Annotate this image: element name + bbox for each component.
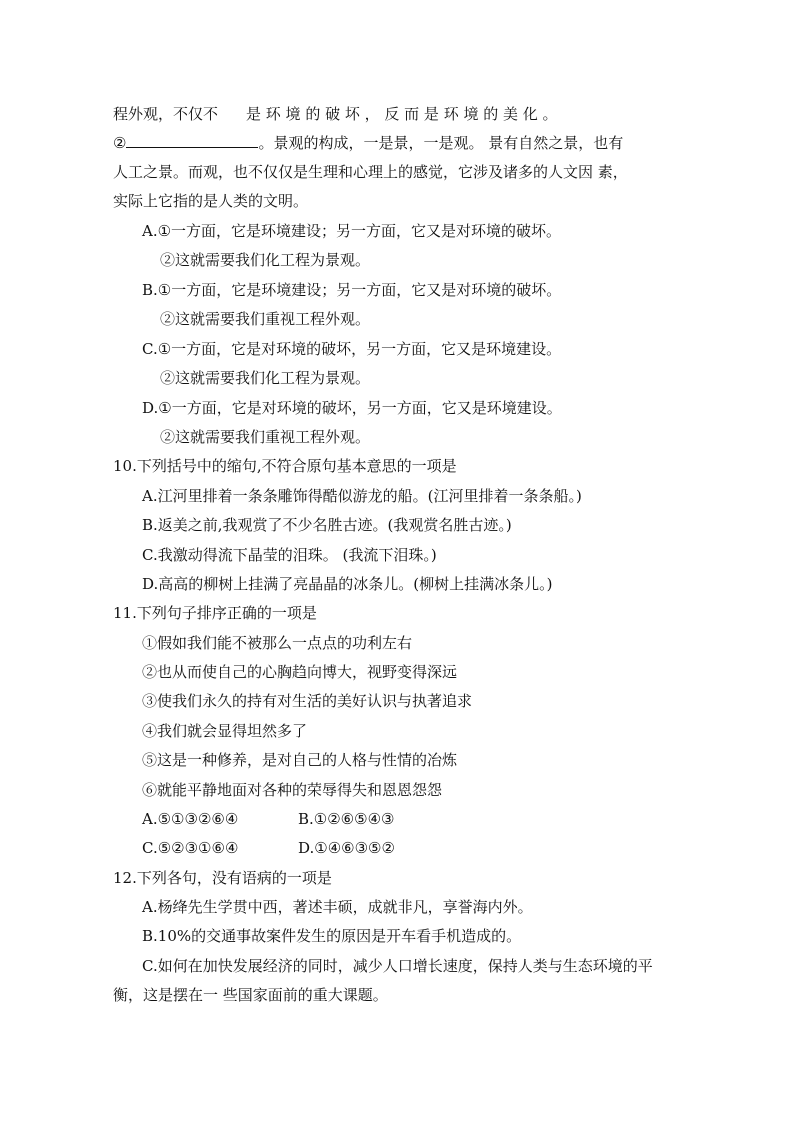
- q10-option-d: D.高高的柳树上挂满了亮晶晶的冰条儿。(柳树上挂满冰条儿。): [142, 575, 553, 593]
- q11-stem: 11.下列句子排序正确的一项是: [113, 604, 317, 622]
- q9-option-b-2: ②这就需要我们重视工程外观。: [160, 310, 371, 328]
- q11-option-d: D.①④⑥③⑤②: [298, 839, 395, 857]
- q10-option-b: B.返美之前,我观赏了不少名胜古迹。(我观赏名胜古迹。): [142, 516, 512, 534]
- q10-stem: 10.下列括号中的缩句,不符合原句基本意思的一项是: [113, 457, 457, 475]
- q12-option-c-1: C.如何在加快发展经济的同时，减少人口增长速度，保持人类与生态环境的平: [142, 957, 653, 975]
- passage-line-3: 人工之景。而观，也不仅仅是生理和心理上的感觉，它涉及诸多的人文因 素，: [113, 163, 628, 181]
- q9-option-c-2: ②这就需要我们化工程为景观。: [160, 369, 371, 387]
- q9-option-b-1: B.①一方面，它是环境建设；另一方面，它又是对环境的破坏。: [142, 281, 562, 299]
- q10-option-a: A.江河里排着一条条雕饰得酷似游龙的船。(江河里排着一条条船。): [142, 487, 582, 505]
- q9-option-a-2: ②这就需要我们化工程为景观。: [160, 251, 371, 269]
- q9-option-c-1: C.①一方面，它是对环境的破坏，另一方面，它又是环境建设。: [142, 340, 562, 358]
- q9-option-d-2: ②这就需要我们重视工程外观。: [160, 428, 371, 446]
- q11-item-3: ③使我们永久的持有对生活的美好认识与执著追求: [142, 692, 473, 710]
- q9-option-a-1: A.①一方面，它是环境建设；另一方面，它又是对环境的破坏。: [142, 222, 562, 240]
- q10-option-c: C.我激动得流下晶莹的泪珠。 (我流下泪珠。): [142, 546, 437, 564]
- fill-blank-2: [126, 133, 258, 148]
- passage-line-1: [113, 104, 558, 124]
- q12-option-b: B.10%的交通事故案件发生的原因是开车看手机造成的。: [142, 927, 522, 945]
- q11-item-4: ④我们就会显得坦然多了: [142, 722, 308, 740]
- passage-line-2: [113, 133, 623, 153]
- passage-line-1-end: 是 环 境 的 破 坏 ， 反 而 是 环 境 的 美 化 。: [246, 105, 558, 123]
- q12-option-a: A.杨绛先生学贯中西，著述丰硕，成就非凡，享誉海内外。: [142, 898, 533, 916]
- passage-line-2-text: 。景观的构成，一是景，一是观。 景有自然之景，也有: [258, 134, 624, 152]
- q12-option-c-2: 衡，这是摆在一 些国家面前的重大课题。: [113, 986, 388, 1004]
- passage-line-1-start: 程外观，不仅不: [113, 105, 219, 123]
- q11-option-a: A.⑤①③②⑥④: [142, 810, 239, 828]
- passage-line-4: 实际上它指的是人类的文明。: [113, 192, 309, 210]
- q12-stem: 12.下列各句，没有语病的一项是: [113, 869, 332, 887]
- q11-option-c: C.⑤②③①⑥④: [142, 839, 239, 857]
- q9-option-d-1: D.①一方面，它是对环境的破坏，另一方面，它又是环境建设。: [142, 399, 562, 417]
- q11-item-2: ②也从而使自己的心胸趋向博大，视野变得深远: [142, 663, 458, 681]
- q11-item-6: ⑥就能平静地面对各种的荣辱得失和恩恩怨怨: [142, 781, 443, 799]
- q11-item-5: ⑤这是一种修养，是对自己的人格与性情的冶炼: [142, 751, 458, 769]
- blank-number: ②: [113, 134, 127, 152]
- q11-option-b: B.①②⑥⑤④③: [298, 810, 395, 828]
- q11-item-1: ①假如我们能不被那么一点点的功利左右: [142, 634, 413, 652]
